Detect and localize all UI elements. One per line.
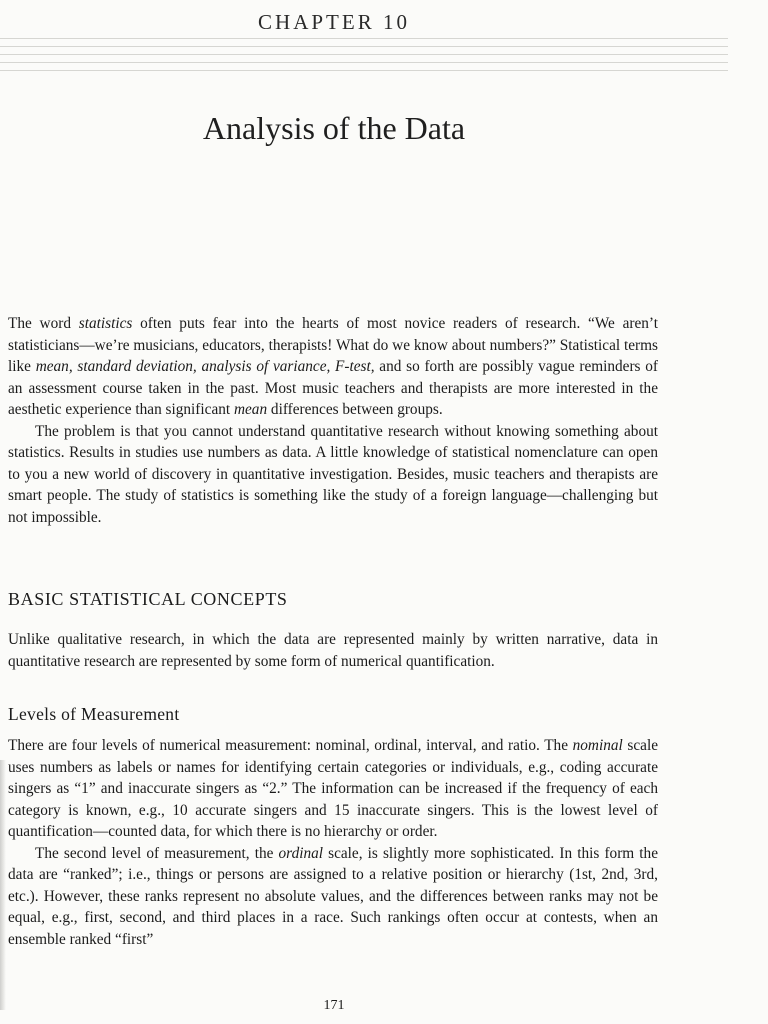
header-rule [0,38,728,39]
page-number: 171 [323,998,345,1013]
intro-paragraph-2: The problem is that you cannot understand quantitative research without knowing something about statistics. Results in studies use numbers as data. A little knowledge of statistical nomenclature can open to you a new world of discovery in quantitative investigation. Besides, music teachers and therapists are smart people. The study of statistics is something like the study of a foreign language—challenging but not impossible. [8,422,658,526]
header-rule [0,46,728,47]
italic-term: mean [233,401,268,418]
italic-term: mean, standard deviation, analysis of variance, F-test, [35,358,375,375]
intro-paragraph-1: The word statistics often puts fear into the hearts of most novice readers of research. “We aren’t statisticians—we’re musicians, educators, therapists! What do we know about numbers?” Statistical terms like mean, standard deviation, analysis of variance, F-test, and so forth are possibly vague reminders of an assessment course taken in the past. Most music teachers and therapists are more interested in the aesthetic experience than significant mean differences between groups. [8,315,658,418]
italic-term: nominal [572,737,623,754]
italic-term: ordinal [278,844,324,862]
section-heading: BASIC STATISTICAL CONCEPTS [8,589,288,609]
section-paragraph-1: Unlike qualitative research, in which the data are represented mainly by written narrative, data in quantitative research are represented by some form of numerical quantification. [8,631,658,670]
subsection-text [8,735,658,950]
section-text [8,629,658,672]
header-rule [0,62,728,63]
subsection-paragraph-2: The second level of measurement, the ordinal scale, is slightly more sophisticated. In this form the data are “ranked”; i.e., things or persons are assigned to a relative position or hierarchy (1st, 2nd, 3rd, etc.). However, these ranks represent no absolute values, and the differences between ranks may not be equal, e.g., first, second, and third places in a race. Such rankings often occur at contests, when an ensemble ranked “first” [8,844,658,948]
header-rule [0,70,728,71]
intro-text [8,313,658,528]
subsection-paragraph-1: There are four levels of numerical measurement: nominal, ordinal, interval, and ratio. The nominal scale uses numbers as labels or names for identifying certain categories or individuals, e.g., coding accurate singers as “1” and inaccurate singers as “2.” The information can be increased if the frequency of each category is known, e.g., 10 accurate singers and 15 inaccurate singers. This is the lowest level of quantification—counted data, for which there is no hierarchy or order. [8,737,658,840]
chapter-title: Analysis of the Data [202,110,466,146]
italic-term: statistics [78,315,133,332]
chapter-label: CHAPTER 10 [258,10,410,34]
header-rule [0,54,728,55]
binding-shadow [0,760,6,1010]
subsection-heading: Levels of Measurement [8,704,180,724]
